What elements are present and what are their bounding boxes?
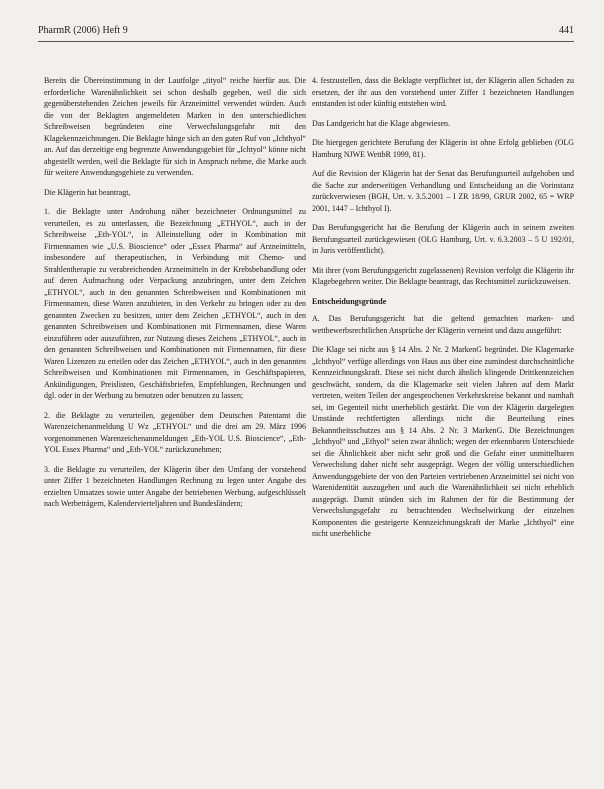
paragraph: 4. festzustellen, dass die Beklagte verpflichtet ist, der Klägerin allen Schaden zu ersetzen, der ihr aus den vorstehend unter Ziffer 1 bezeichneten Handlungen entstanden ist oder künftig entstehen wird. — [312, 76, 574, 108]
paragraph: Mit ihrer (vom Berufungsgericht zugelassenen) Revision verfolgt die Klägerin ihr Klagebegehren weiter. Die Beklagte beantragt, das Rechtsmittel zurückzuweisen. — [312, 265, 574, 286]
paragraph: 2. die Beklagte zu verurteilen, gegenüber dem Deutschen Patentamt die Warenzeichenanmeldung U Wz „ETHYOL“ und die drei am 29. März 1996 vorgenommenen Warenzeichenanmeldungen „Eth-YOL U.S. Bioscience“, „Eth-YOL Essex Pharma“ und „Eth-YOL“ zurückzunehmen; — [44, 410, 306, 454]
paragraph: Bereits die Übereinstimmung in der Lautfolge „tityol“ reiche hierfür aus. Die erforderliche Warenähnlichkeit sei schon deshalb gegeben, weil die sich gegenüberstehenden Zeichen jeweils für Arzneimittel verwendet würden. Auch die von der Beklagten angemeldeten Marken in den unterschiedlichen Schreibweisen begründeten eine Verwechslungsgefahr mit den Klagekennzeichnungen. Die Beklagte hänge sich an den guten Ruf von „Ichthyol“ an. Auf das derzeitige eng begrenzte Anwendungsgebiet für „Ichtyol“ könne nicht abgestellt werden, weil die Beklagte für sich in Anspruch nehme, die Marke auch für weitere Anwendungsgebiete zu verwenden. — [44, 76, 306, 177]
paragraph: Auf die Revision der Klägerin hat der Senat das Berufungsurteil aufgehoben und die Sache zur anderweitigen Verhandlung und Entscheidung an die Vorinstanz zurückverwiesen (BGH, Urt. v. 3.5.2001 – I ZR 18/99, GRUR 2002, 65 = WRP 2001, 1447 – Ichthyol I). — [312, 169, 574, 213]
section-heading: Entscheidungsgründe — [312, 296, 387, 306]
paragraph: Das Landgericht hat die Klage abgewiesen. — [312, 118, 450, 128]
paragraph: 1. die Beklagte unter Androhung näher bezeichneter Ordnungsmittel zu verurteilen, es zu unterlassen, die Bezeichnung „ETHYOL“, auch in der Schreibweise „Eth-YOL“, in Alleinstellung oder in Kombination mit Firmennamen wie „U.S. Bioscience“ oder „Essex Pharma“ auf Arzneimitteln, insbesondere auf therapeutischen, in Verbindung mit Chemo- und Strahlentherapie zu verabreichenden Arzneimitteln in der Krebsbehandlung oder auf deren Aufmachung oder Verpackung anzubringen, unter dem Zeichen „ETHYOL“, auch in den genannten Schreibweisen und Kombinationen mit Firmennamen, diese Waren anzubieten, in den Verkehr zu bringen oder zu den genannten Zwecken zu besitzen, unter dem Zeichen „ETHYOL“, auch in den genannten Schreibweisen und Kombinationen mit Firmennamen, diese Waren einzuführen oder auszuführen, zur Nutzung dieses Zeichens „ETHYOL“, auch in den genannten Schreibweisen und Kombinationen mit Firmennamen, für diese Waren Lizenzen zu erteilen oder das Zeichen „ETHYOL“, auch in den genannten Schreibweisen und Kombinationen mit Firmennamen, in Geschäftspapieren, Ankündigungen, Preislisten, Geschäftsbriefen, Empfehlungen, Rechnungen und dgl. oder in der Werbung zu benutzen oder benutzen zu lassen; — [44, 207, 306, 400]
header-rule — [38, 41, 574, 42]
page-header — [38, 25, 574, 41]
paragraph: Die Klägerin hat beantragt, — [44, 187, 131, 197]
paragraph: Das Berufungsgericht hat die Berufung der Klägerin auch in seinem zweiten Berufungsurteil zurückgewiesen (OLG Hamburg, Urt. v. 6.3.2003 – 5 U 192/01, in Juris veröffentlicht). — [312, 223, 574, 255]
paragraph: 3. die Beklagte zu verurteilen, der Klägerin über den Umfang der vorstehend unter Ziffer 1 bezeichneten Handlungen Rechnung zu legen unter Angabe des erzielten Umsatzes sowie unter Angabe der betriebenen Werbung, aufgeschlüsselt nach Werbeträgern, Kalendervierteljahren und Bundesländern; — [44, 464, 306, 508]
paragraph: Die hiergegen gerichtete Berufung der Klägerin ist ohne Erfolg geblieben (OLG Hamburg NJWE WettbR 1999, 81). — [312, 138, 574, 159]
paragraph: A. Das Berufungsgericht hat die geltend gemachten marken- und wettbewerbsrechtlichen Ansprüche der Klägerin verneint und dazu ausgeführt: — [312, 314, 574, 335]
paragraph: Die Klage sei nicht aus § 14 Abs. 2 Nr. 2 MarkenG begründet. Die Klagemarke „Ichthyol“ verfüge allerdings von Haus aus über eine zumindest durchschnittliche Kennzeichnungskraft. Diese sei nicht durch ähnlich klingende Drittkennzeichen geschwächt, sondern, da die Klagemarke seit vielen Jahren auf dem Markt vertreten, weiten Teilen der angesprochenen Verkehrskreise bekannt und namhaft sei, im Gegenteil nicht unerheblich gestärkt. Die von der Klägerin dargelegten Umstände rechtfertigten allerdings nicht die Beurteilung eines Bekanntheitsschutzes aus § 14 Abs. 2 Nr. 3 MarkenG. Die Bezeichnungen „Ichthyol“ und „Ethyol“ seien zwar ähnlich; wegen der erkennbaren Unterschiede sei die Ähnlichkeit aber nicht sehr groß und die Gefahr einer unmittelbaren Verwechslung daher nicht sehr ausgeprägt. Wegen der völlig unterschiedlichen Anwendungsgebiete der von den Parteien vertriebenen Arzneimittel sei nicht von Warenidentität auszugehen und auch die Warenähnlichkeit sei nicht erheblich ausgeprägt. Damit stünden sich im Rahmen der für die Bestimmung der Verwechslungsgefahr zu betrachtenden Wechselwirkung der einzelnen Komponenten die gesteigerte Kennzeichnungskraft der Marke „Ichthyol“ eine nicht unerhebliche — [312, 345, 574, 538]
right-column — [312, 75, 574, 548]
left-column — [44, 75, 306, 518]
page-number: 441 — [559, 25, 574, 36]
journal-title: PharmR (2006) Heft 9 — [38, 25, 128, 36]
